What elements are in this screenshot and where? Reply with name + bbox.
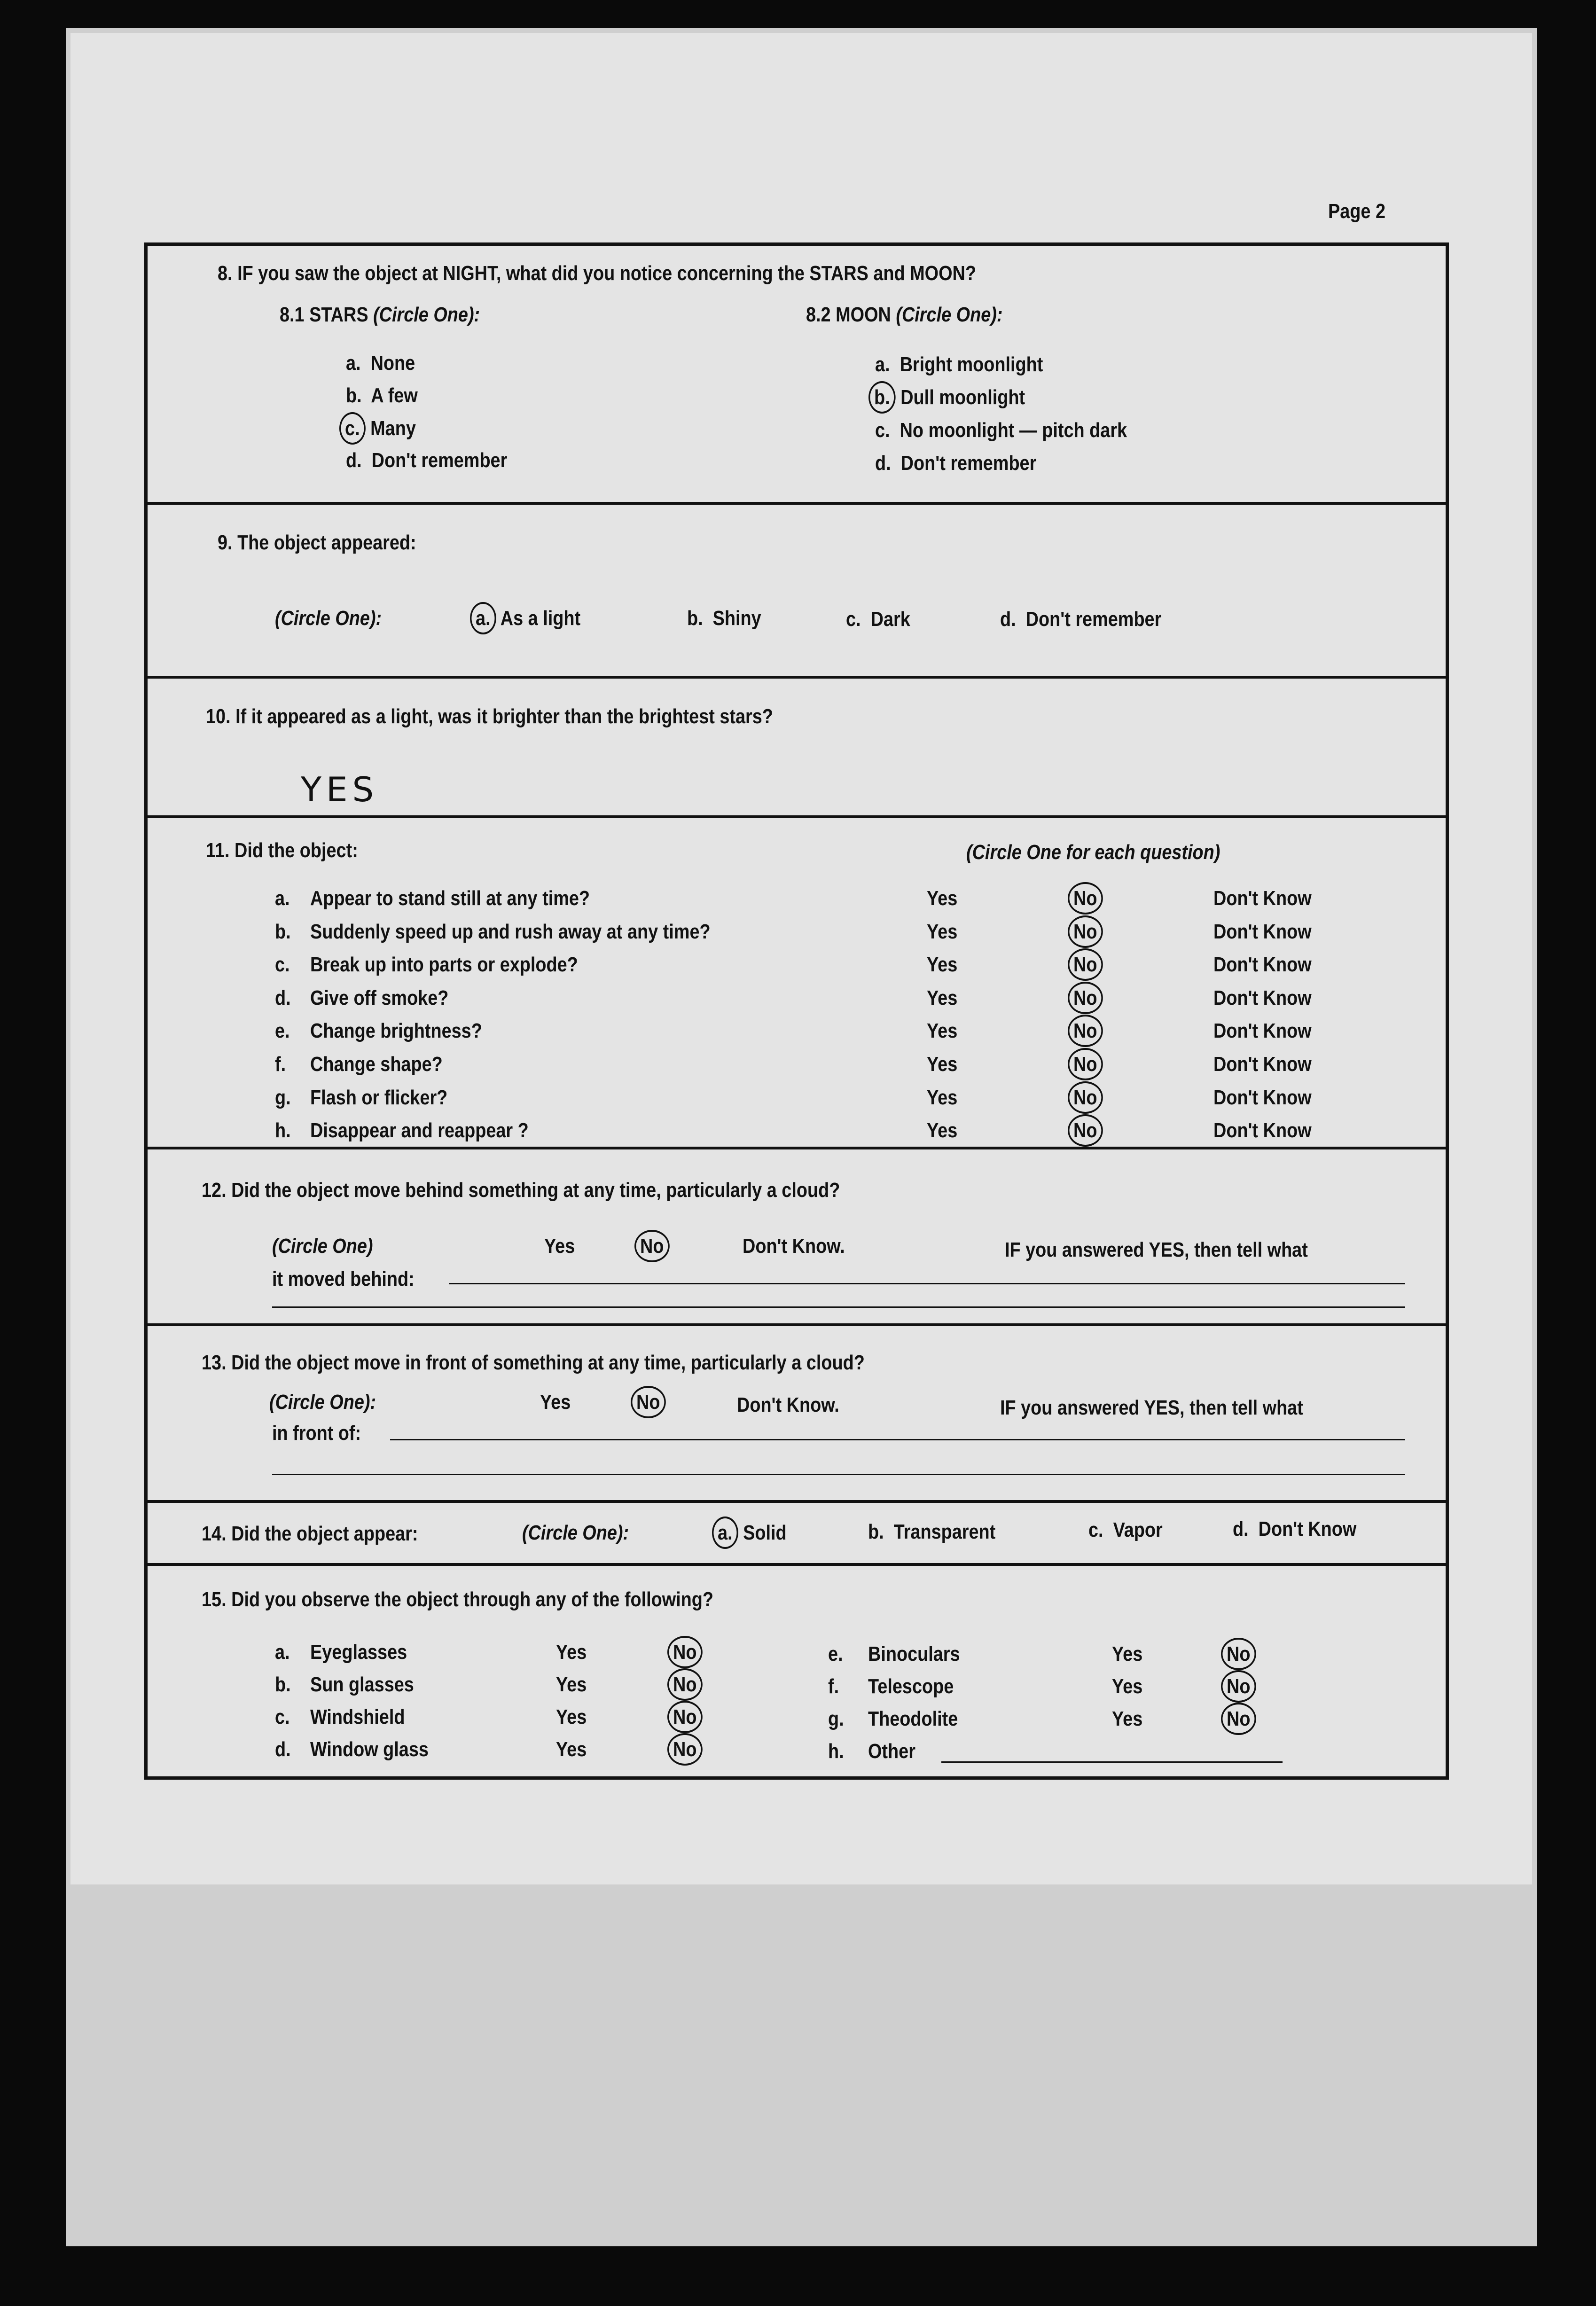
q10-handwritten-answer[interactable]: YES (301, 770, 379, 809)
q9-question: 9. The object appeared: (218, 531, 416, 554)
q15-item-text: Telescope (868, 1675, 954, 1698)
q15-item-letter: f. (828, 1675, 839, 1698)
q15-item-letter: g. (828, 1707, 844, 1730)
q11-item-no-selected[interactable] (1068, 1120, 1103, 1141)
q11-item-no-selected[interactable] (1068, 1087, 1103, 1108)
q11-item-text: Change shape? (310, 1053, 443, 1076)
q15-item-letter: b. (275, 1673, 291, 1696)
answer-circle: No (1068, 948, 1103, 981)
divider (144, 1500, 1449, 1503)
q15-item-letter: c. (275, 1705, 290, 1728)
q12-yes[interactable]: Yes (544, 1235, 575, 1258)
q11-item-dont-know[interactable]: Don't Know (1213, 986, 1312, 1009)
q15-item-text: Binoculars (868, 1642, 960, 1665)
q15-question: 15. Did you observe the object through any of the following? (202, 1588, 714, 1611)
q15-item-text: Sun glasses (310, 1673, 414, 1696)
q13-no-selected[interactable] (631, 1392, 666, 1413)
q15-item-text: Window glass (310, 1738, 429, 1761)
q11-item-no-selected[interactable] (1068, 1021, 1103, 1041)
q15-item-text: Windshield (310, 1705, 405, 1728)
q15-item-letter: h. (828, 1740, 844, 1763)
divider (144, 1323, 1449, 1326)
q15-item-yes[interactable]: Yes (1112, 1642, 1143, 1665)
q11-item-letter: e. (275, 1019, 290, 1043)
form-frame (144, 242, 1449, 1780)
q15-item-yes[interactable]: Yes (556, 1641, 587, 1664)
q9-option-d[interactable]: d. Don't remember (1000, 608, 1162, 631)
q11-item-yes[interactable]: Yes (927, 1053, 958, 1076)
q11-instruction: (Circle One for each question) (966, 841, 1220, 864)
q15-item-yes[interactable]: Yes (556, 1705, 587, 1728)
q12-question: 12. Did the object move behind something at any time, particularly a cloud? (202, 1179, 840, 1202)
answer-circle: No (1068, 982, 1103, 1014)
answer-circle: No (1068, 882, 1103, 915)
q11-item-yes[interactable]: Yes (927, 920, 958, 943)
q9-option-c[interactable]: c. Dark (846, 608, 910, 631)
page-number: Page 2 (1328, 200, 1386, 223)
q11-item-no-selected[interactable] (1068, 954, 1103, 975)
q8-stars-label: 8.1 STARS (Circle One): (280, 303, 480, 326)
answer-circle: No (1068, 1081, 1103, 1114)
q13-followup-label: in front of: (272, 1422, 361, 1445)
q15-item-no-selected[interactable] (667, 1674, 703, 1695)
divider (144, 1563, 1449, 1566)
q10-question: 10. If it appeared as a light, was it brighter than the brightest stars? (206, 705, 773, 728)
answer-circle: c. (339, 412, 366, 445)
divider (144, 815, 1449, 818)
q15-item-no-selected[interactable] (1221, 1676, 1256, 1697)
q11-item-dont-know[interactable]: Don't Know (1213, 887, 1312, 910)
q15-item-yes[interactable]: Yes (556, 1673, 587, 1696)
answer-circle: No (1221, 1703, 1256, 1735)
q15-item-yes[interactable]: Yes (1112, 1675, 1143, 1698)
q14-circle-one: (Circle One): (522, 1521, 629, 1544)
stars-option-c-selected[interactable]: c. Many (339, 418, 416, 439)
q11-item-letter: g. (275, 1086, 291, 1109)
q9-option-b[interactable]: b. Shiny (687, 607, 761, 630)
answer-circle: No (667, 1636, 703, 1668)
q11-item-dont-know[interactable]: Don't Know (1213, 1019, 1312, 1043)
q11-item-yes[interactable]: Yes (927, 1086, 958, 1109)
q12-followup-label: it moved behind: (272, 1267, 415, 1290)
answer-circle: a. (470, 602, 496, 634)
answer-circle: No (1068, 915, 1103, 948)
answer-circle: No (631, 1386, 666, 1418)
q15-item-yes[interactable]: Yes (1112, 1707, 1143, 1730)
answer-circle: a. (712, 1516, 738, 1549)
q11-item-yes[interactable]: Yes (927, 1119, 958, 1142)
q11-item-no-selected[interactable] (1068, 988, 1103, 1008)
q11-item-dont-know[interactable]: Don't Know (1213, 953, 1312, 977)
q12-dont-know[interactable]: Don't Know. (743, 1235, 845, 1258)
answer-circle: No (667, 1701, 703, 1733)
q11-item-text: Give off smoke? (310, 986, 449, 1009)
q13-yes[interactable]: Yes (540, 1391, 571, 1414)
q12-answer-line[interactable] (449, 1283, 1405, 1284)
moon-option-b-selected[interactable]: b. Dull moonlight (868, 387, 1025, 408)
q11-item-text: Break up into parts or explode? (310, 953, 578, 977)
answer-circle: b. (868, 381, 896, 414)
q9-option-a-selected[interactable]: a. As a light (470, 608, 580, 629)
q15-item-no-selected[interactable] (667, 1707, 703, 1728)
q11-item-letter: b. (275, 920, 291, 943)
q11-item-text: Disappear and reappear ? (310, 1119, 529, 1142)
q13-if-yes: IF you answered YES, then tell what (1000, 1396, 1303, 1419)
answer-circle: No (1068, 1015, 1103, 1047)
q11-item-letter: a. (275, 887, 290, 910)
q11-item-letter: d. (275, 986, 291, 1009)
divider (144, 676, 1449, 679)
q11-item-yes[interactable]: Yes (927, 986, 958, 1009)
q11-item-dont-know[interactable]: Don't Know (1213, 1053, 1312, 1076)
q11-item-text: Flash or flicker? (310, 1086, 448, 1109)
q12-no-selected[interactable] (634, 1236, 670, 1257)
q11-item-letter: f. (275, 1053, 286, 1076)
moon-option-c[interactable]: c. No moonlight — pitch dark (875, 419, 1127, 442)
q11-item-yes[interactable]: Yes (927, 1019, 958, 1043)
q13-answer-line-2[interactable] (272, 1474, 1405, 1475)
q13-dont-know[interactable]: Don't Know. (737, 1393, 839, 1416)
q12-if-yes: IF you answered YES, then tell what (1005, 1238, 1308, 1261)
q15-item-letter: e. (828, 1642, 843, 1665)
divider (144, 1147, 1449, 1149)
q14-question: 14. Did the object appear: (202, 1522, 418, 1545)
q8-moon-label: 8.2 MOON (Circle One): (806, 303, 1003, 326)
q11-item-dont-know[interactable]: Don't Know (1213, 1119, 1312, 1142)
q15-item-text: Other (868, 1740, 915, 1763)
q11-item-yes[interactable]: Yes (927, 887, 958, 910)
stars-option-d[interactable]: d. Don't remember (346, 449, 508, 472)
q8-question: 8. IF you saw the object at NIGHT, what did you notice concerning the STARS and MOON? (218, 262, 976, 285)
q15-item-no-selected[interactable] (667, 1739, 703, 1760)
q15-other-line[interactable] (941, 1761, 1283, 1763)
q11-item-text: Change brightness? (310, 1019, 482, 1043)
q13-question: 13. Did the object move in front of something at any time, particularly a cloud? (202, 1351, 865, 1374)
q12-answer-line-2[interactable] (272, 1306, 1405, 1308)
q15-item-no-selected[interactable] (667, 1642, 703, 1663)
q9-circle-one: (Circle One): (275, 607, 382, 630)
q13-answer-line[interactable] (390, 1439, 1405, 1440)
answer-circle: No (667, 1668, 703, 1701)
answer-circle: No (1221, 1670, 1256, 1703)
stars-option-a[interactable]: a. None (346, 352, 415, 375)
q14-option-a-selected[interactable]: a. Solid (712, 1523, 787, 1543)
q15-item-no-selected[interactable] (1221, 1644, 1256, 1665)
q11-item-text: Suddenly speed up and rush away at any time? (310, 920, 711, 943)
q11-item-yes[interactable]: Yes (927, 953, 958, 977)
q14-option-c[interactable]: c. Vapor (1088, 1518, 1163, 1541)
q13-circle-one: (Circle One): (269, 1391, 376, 1414)
q14-option-b[interactable]: b. Transparent (868, 1520, 996, 1543)
q11-item-letter: c. (275, 953, 290, 977)
q15-item-yes[interactable]: Yes (556, 1738, 587, 1761)
q11-question: 11. Did the object: (206, 839, 358, 862)
moon-option-d[interactable]: d. Don't remember (875, 452, 1037, 475)
q11-item-dont-know[interactable]: Don't Know (1213, 1086, 1312, 1109)
q14-option-d[interactable]: d. Don't Know (1233, 1517, 1357, 1540)
q12-circle-one: (Circle One) (272, 1235, 373, 1258)
divider (144, 502, 1449, 505)
q11-item-no-selected[interactable] (1068, 888, 1103, 909)
moon-option-a[interactable]: a. Bright moonlight (875, 353, 1043, 376)
q15-item-letter: a. (275, 1641, 290, 1664)
stars-option-b[interactable]: b. A few (346, 384, 418, 407)
answer-circle: No (1068, 1048, 1103, 1080)
q15-item-no-selected[interactable] (1221, 1709, 1256, 1729)
q15-item-letter: d. (275, 1738, 291, 1761)
answer-circle: No (634, 1230, 670, 1262)
q11-item-dont-know[interactable]: Don't Know (1213, 920, 1312, 943)
answer-circle: No (1068, 1114, 1103, 1147)
q11-item-no-selected[interactable] (1068, 1054, 1103, 1075)
answer-circle: No (1221, 1638, 1256, 1670)
q15-item-text: Theodolite (868, 1707, 958, 1730)
q11-item-text: Appear to stand still at any time? (310, 887, 590, 910)
answer-circle: No (667, 1733, 703, 1766)
q15-item-text: Eyeglasses (310, 1641, 407, 1664)
q11-item-no-selected[interactable] (1068, 922, 1103, 942)
q11-item-letter: h. (275, 1119, 291, 1142)
